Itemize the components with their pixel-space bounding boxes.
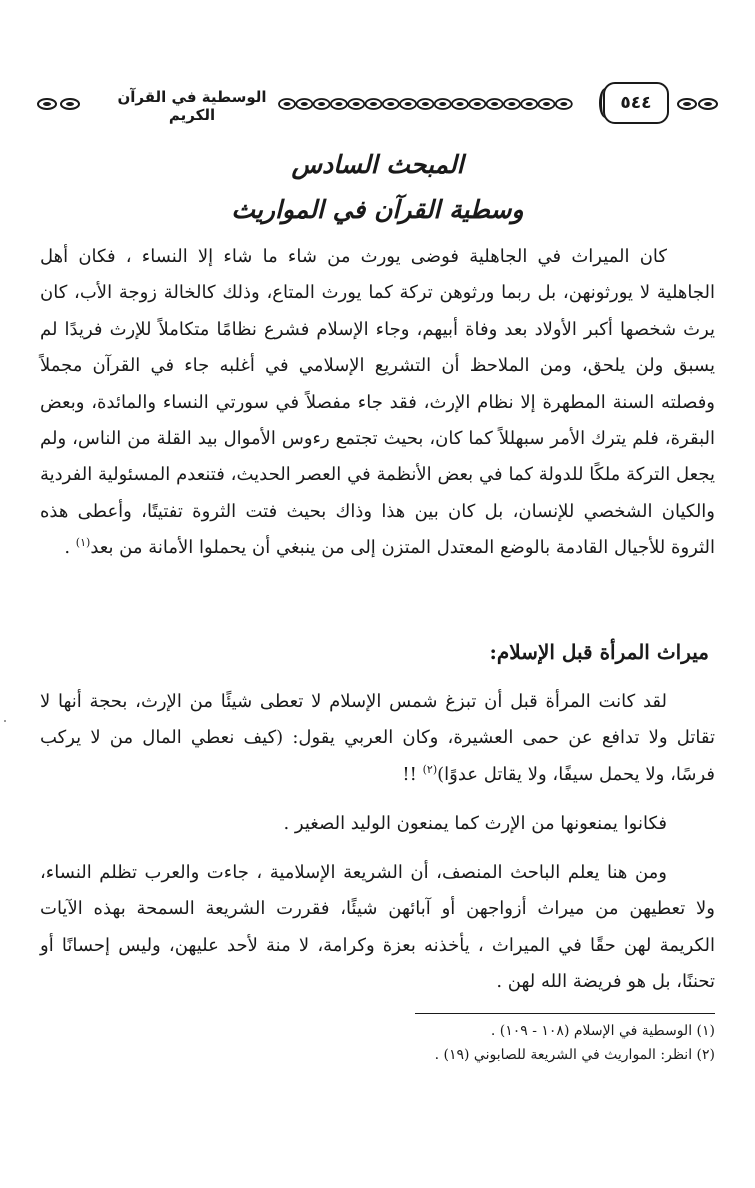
footnotes: [40, 1019, 715, 1067]
footnote-1: (١) الوسطية في الإسلام (١٠٨ - ١٠٩) .: [490, 1023, 715, 1039]
scan-speck: [4, 720, 6, 722]
header-ornament-right: [677, 98, 719, 110]
header-ornament-chain: [278, 98, 578, 110]
page-header: [36, 82, 719, 128]
paragraph-text: كان الميراث في الجاهلية فوضى يورث من شاء ما شاء إلا النساء ، فكان أهل الجاهلية لا يورثونهن، بل ربما ورثوهن تركة كما يورث المتاع، وذلك كالخالة زوجة الأب، كان يرث شخصها أكبر الأولاد بعد وفاة أبيهم، وجاء الإسلام فشرع نظامًا متكاملاً للإرث فريدًا لم يسبق ولن يلحق، ومن الملاحظ أن التشريع الإسلامي في أغلبه جاء في القرآن مجملاً وفصلته السنة المطهرة إلا نظام الإرث، فقد جاء مفصلاً في سورتي النساء والمائدة، وبعض البقرة، فلم يترك الأمر سبهللاً كما كان، بحيث تجتمع رءوس الأموال بيد القلة من الناس، ولم يجعل التركة ملكًا للدولة كما في بعض الأنظمة في العصر الحديث، فتنعدم المسئولية الفردية والكيان الشخصي للإنسان، بل كان بين هذا وذاك بحيث فتت الثروة تفتيتًا، وأعطى هذه الثروة للأجيال القادمة بالوضع المعتدل المتزن إلى من ينبغي أن يحملوا الأمانة من بعد: [40, 246, 715, 559]
running-header-title: الوسطية في القرآن الكريم: [117, 88, 267, 124]
header-ornament-left: [36, 98, 82, 110]
paragraph-end: .: [64, 537, 76, 559]
paragraph-end: !!: [402, 763, 423, 785]
paragraph-denied-inheritance: فكانوا يمنعونها من الإرث كما يمنعون الوليد الصغير .: [283, 813, 667, 834]
footnote-2: (٢) انظر: المواريث في الشريعة للصابوني (١٩) .: [434, 1047, 715, 1063]
paragraph-sharia-justice: ومن هنا يعلم الباحث المنصف، أن الشريعة الإسلامية ، جاءت والعرب تظلم النساء، ولا تعطيهن من ميراث أزواجهن أو آبائهن شيئًا، فقررت الشريعة السمحة بهذه الآيات الكريمة لهن حقًا في الميراث ، يأخذنه بعزة وكرامة، لا منة لأحد عليهن، وليس إحسانًا أو تحننًا، بل هو فريضة الله لهن .: [40, 862, 715, 993]
footnote-ref-1: (١): [75, 536, 91, 550]
section-title: المبحث السادس: [291, 150, 464, 179]
section-subtitle: وسطية القرآن في المواريث: [231, 195, 524, 224]
page-number: ٥٤٤: [620, 93, 652, 113]
paragraph-inheritance-intro: [40, 239, 715, 567]
page-number-badge: [603, 82, 669, 124]
paragraph-text: لقد كانت المرأة قبل أن تبزغ شمس الإسلام لا تعطى شيئًا من الإرث، بحجة أنها لا تقاتل ولا تدافع عن حمى العشيرة، وكان العربي يقول: (كيف نعطي المال من لا يركب فرسًا، ولا يحمل سيفًا، ولا يقاتل عدوًا): [40, 691, 715, 785]
subheading-women-inheritance: ميراث المرأة قبل الإسلام:: [489, 640, 709, 664]
paragraph-women-before-islam: [40, 684, 715, 793]
footnote-ref-2: (٢): [422, 762, 438, 776]
footnote-divider: [415, 1013, 715, 1014]
